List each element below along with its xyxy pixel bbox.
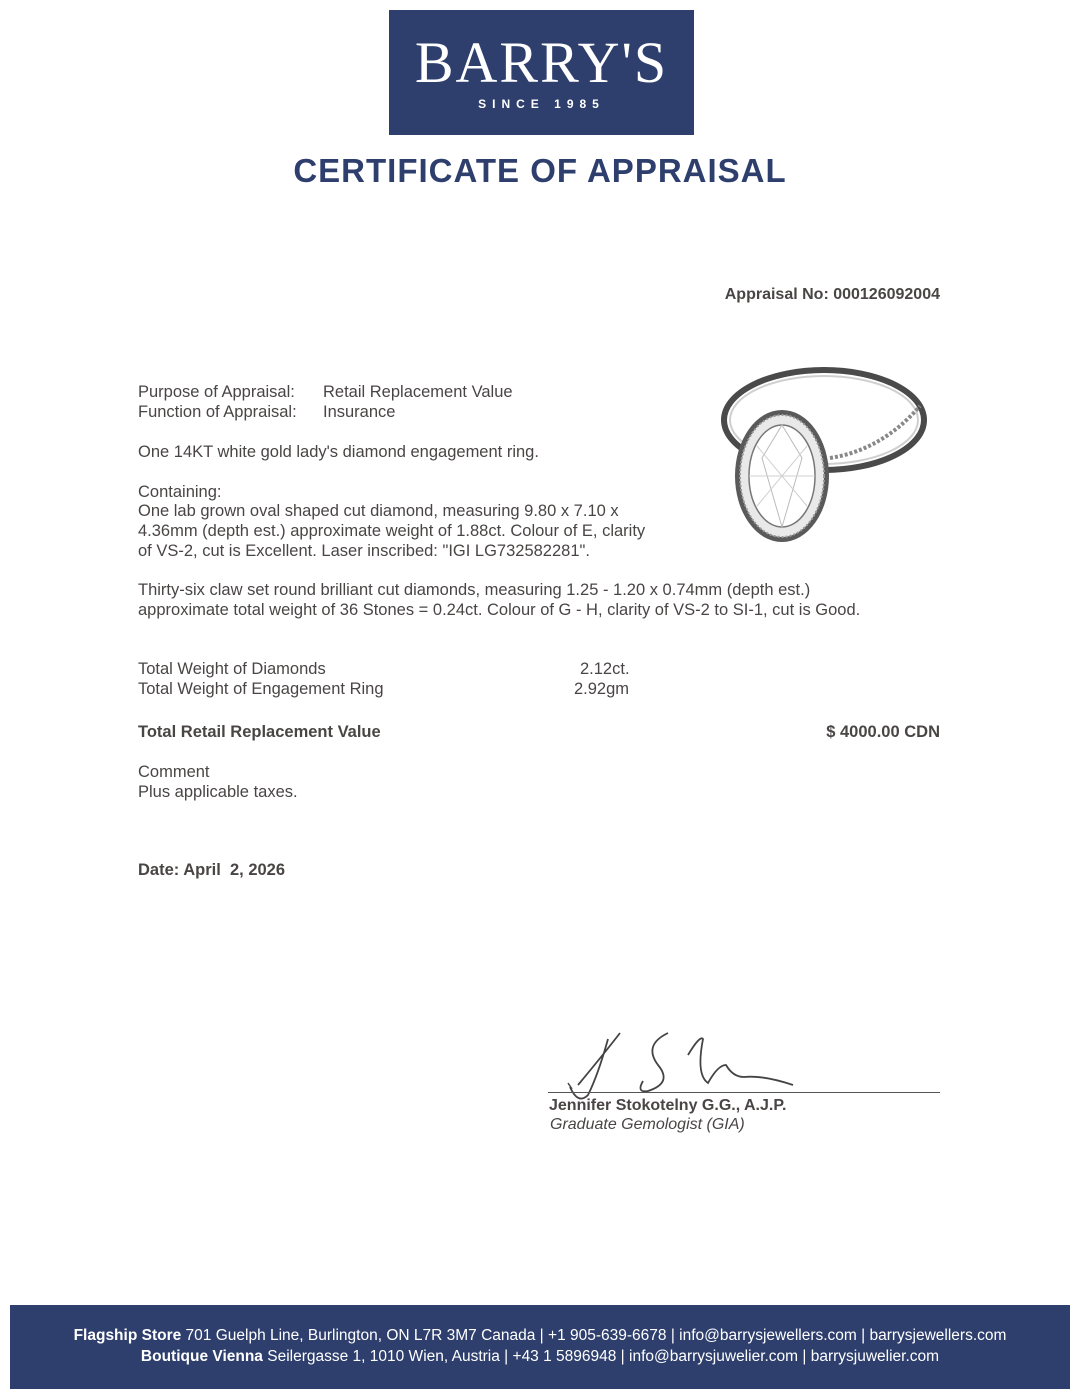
footer-flagship-text: 701 Guelph Line, Burlington, ON L7R 3M7 Canada | +1 905-639-6678 | info@barrysjewellers.com | barrysjewellers.com	[181, 1327, 1007, 1344]
appraisal-number: Appraisal No: 000126092004	[724, 286, 940, 303]
footer-banner	[10, 1305, 1070, 1389]
total-value-label: Total Retail Replacement Value	[138, 723, 381, 741]
item-description: One 14KT white gold lady's diamond engagement ring.	[138, 443, 539, 461]
brand-since: SINCE 1985	[478, 97, 605, 111]
document-title: CERTIFICATE OF APPRAISAL	[293, 152, 787, 189]
main-stone-line: One lab grown oval shaped cut diamond, measuring 9.80 x 7.10 x	[138, 502, 619, 520]
footer-vienna-label: Boutique Vienna	[140, 1348, 263, 1365]
total-diamonds-label: Total Weight of Diamonds	[138, 660, 326, 678]
brand-name: BARRY'S	[414, 30, 669, 95]
total-ring-value: 2.92gm	[574, 680, 630, 698]
purpose-label: Purpose of Appraisal:	[138, 383, 295, 401]
comment-label: Comment	[138, 763, 210, 781]
signatory-name: Jennifer Stokotelny G.G., A.J.P.	[549, 1097, 787, 1114]
total-value-amount: $ 4000.00 CDN	[826, 723, 940, 741]
signature-line	[548, 1092, 940, 1093]
main-stone-line: 4.36mm (depth est.) approximate weight of 1.88ct. Colour of E, clarity	[138, 522, 646, 540]
side-stone-line: Thirty-six claw set round brilliant cut diamonds, measuring 1.25 - 1.20 x 0.74mm (depth est.)	[138, 581, 811, 599]
comment-text: Plus applicable taxes.	[138, 783, 298, 801]
side-stone-line: approximate total weight of 36 Stones = 0.24ct. Colour of G - H, clarity of VS-2 to SI-1, cut is Good.	[138, 601, 861, 619]
signatory-title: Graduate Gemologist (GIA)	[550, 1116, 745, 1133]
containing-label: Containing:	[138, 483, 222, 501]
total-ring-label: Total Weight of Engagement Ring	[138, 680, 384, 698]
purpose-value: Retail Replacement Value	[323, 383, 513, 401]
brand-logo	[389, 10, 694, 135]
appraisal-date: Date: April 2, 2026	[138, 861, 286, 879]
handwritten-signature-icon	[548, 1025, 798, 1105]
total-diamonds-value: 2.12ct.	[580, 660, 630, 678]
function-label: Function of Appraisal:	[138, 403, 297, 421]
footer-flagship-store	[10, 1327, 1070, 1345]
footer-boutique-vienna	[10, 1348, 1070, 1366]
footer-flagship-label: Flagship Store	[73, 1327, 182, 1344]
diamond-ring-photo-icon	[712, 358, 932, 548]
main-stone-line: of VS-2, cut is Excellent. Laser inscribed: "IGI LG732582281".	[138, 542, 590, 560]
footer-vienna-text: Seilergasse 1, 1010 Wien, Austria | +43 1 5896948 | info@barrysjuwelier.com | barrysjuwelier.com	[262, 1348, 940, 1365]
function-value: Insurance	[323, 403, 396, 421]
